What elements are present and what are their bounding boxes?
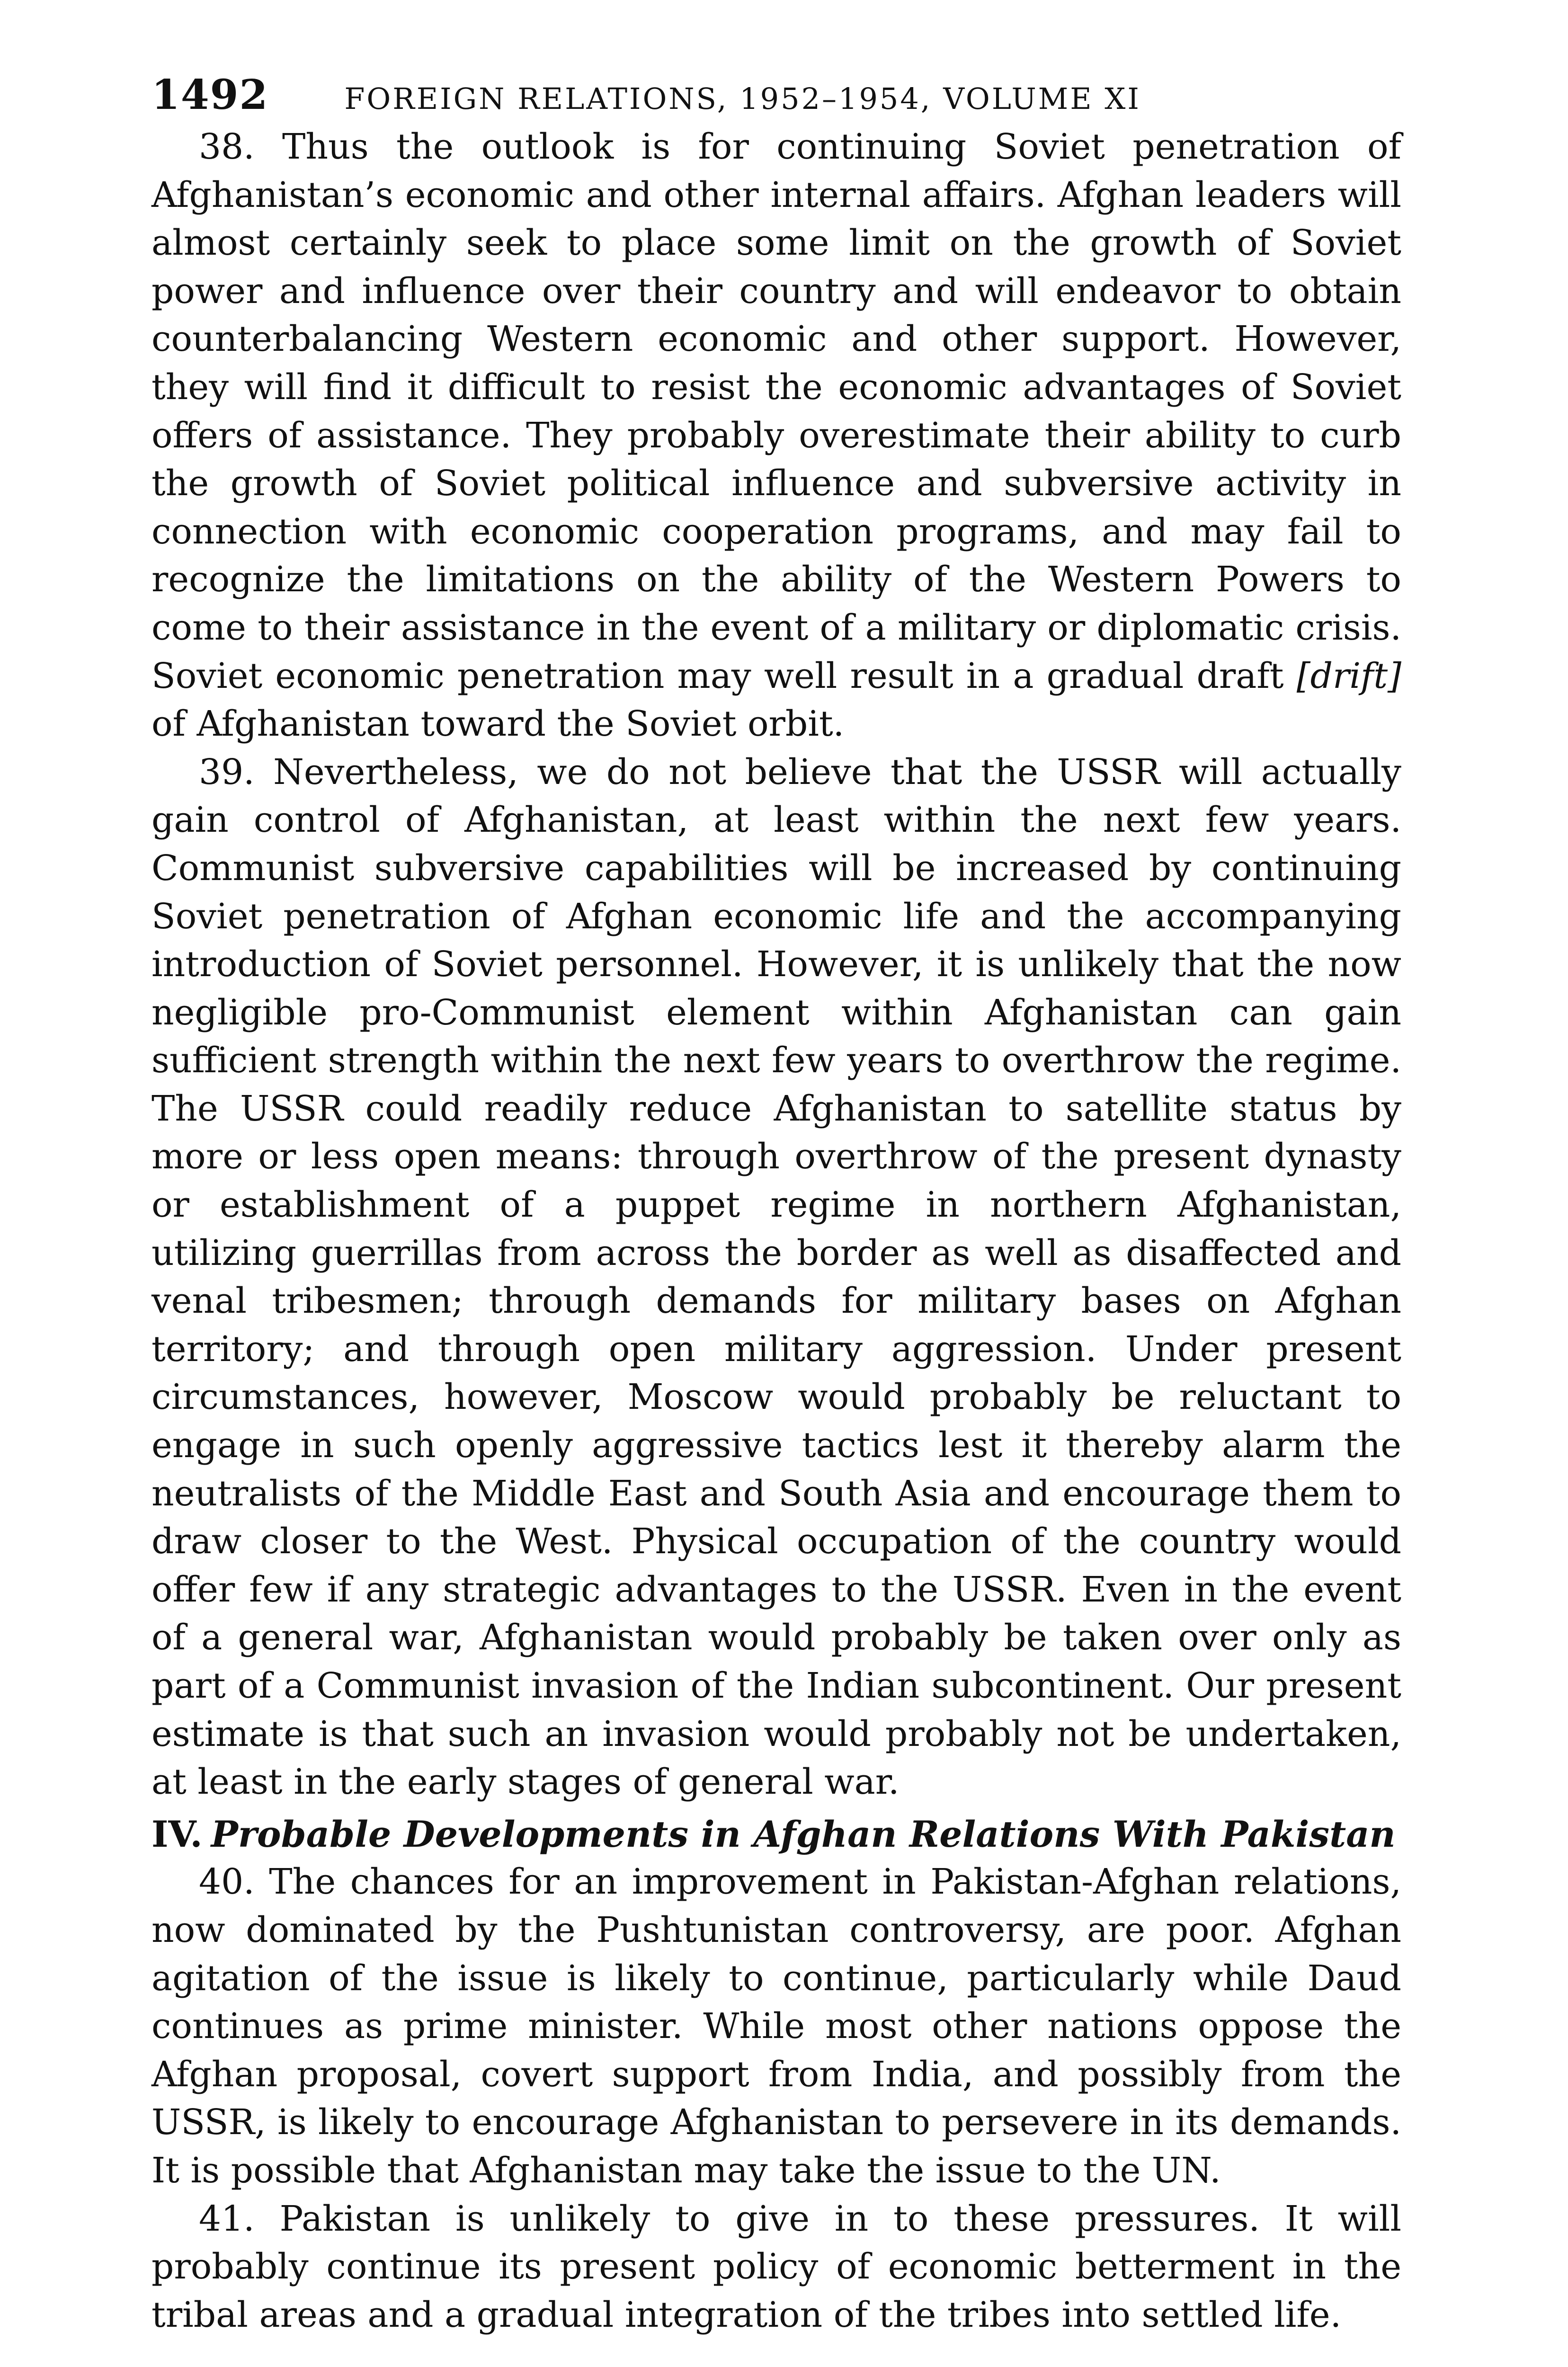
paragraph-41: 41. Pakistan is unlikely to give in to these pressures. It will probably continue its present policy of economic betterment in the tribal areas and a gradual integration of the tribes into settled life. [151, 2198, 1401, 2335]
paragraph-38-text-end: of Afghanistan toward the Soviet orbit. [151, 703, 845, 745]
running-title: FOREIGN RELATIONS, 1952–1954, VOLUME XI [344, 81, 1141, 116]
section-heading [151, 1810, 1401, 1859]
paragraph-40: 40. The chances for an improvement in Pakistan-Afghan relations, now dominated by the Pushtunistan controversy, are poor. Afghan agitation of the issue is likely to continue, particularly while Daud continues as prime minister. While most other nations oppose the Afghan proposal, covert support from India, and possibly from the USSR, is likely to encourage Afghanistan to persevere in its demands. It is possible that Afghanistan may take the issue to the UN. [151, 1861, 1401, 2191]
editorial-correction: [drift] [1296, 655, 1401, 696]
paragraph-38-text-start: 38. Thus the outlook is for continuing Soviet penetration of Afghanistan’s economic and other internal affairs. Afghan leaders will almost certainly seek to place some limit on the growth of Soviet power and influence over their country and will endeavor to obtain counterbalancing Western economic and other support. However, they will find it difficult to resist the economic advantages of Soviet offers of assistance. They probably overestimate their ability to curb the growth of Soviet political influence and subversive activity in connection with economic cooperation programs, and may fail to recognize the limitations on the ability of the Western Powers to come to their assistance in the event of a military or diplomatic crisis. Soviet economic penetration may well result in a gradual draft [151, 126, 1401, 696]
section-title: Probable Developments in Afghan Relations With Pakistan [211, 1813, 1396, 1855]
document-page [151, 71, 1401, 2339]
section-number: IV. [151, 1813, 203, 1855]
page-number: 1492 [151, 71, 269, 119]
paragraph-38 [151, 123, 1401, 748]
running-header [151, 71, 1401, 123]
paragraph-39: 39. Nevertheless, we do not believe that the USSR will actually gain control of Afghanistan, at least within the next few years. Communist subversive capabilities will be increased by continuing Soviet penetration of Afghan economic life and the accompanying introduction of Soviet personnel. However, it is unlikely that the now negligible pro-Communist element within Afghanistan can gain sufficient strength within the next few years to overthrow the regime. The USSR could readily reduce Afghanistan to satellite status by more or less open means: through overthrow of the present dynasty or establishment of a puppet regime in northern Afghanistan, utilizing guerrillas from across the border as well as disaffected and venal tribesmen; through demands for military bases on Afghan territory; and through open military aggression. Under present circumstances, however, Moscow would probably be reluctant to engage in such openly aggressive tactics lest it thereby alarm the neutralists of the Middle East and South Asia and encourage them to draw closer to the West. Physical occupation of the country would offer few if any strategic advantages to the USSR. Even in the event of a general war, Afghanistan would probably be taken over only as part of a Communist invasion of the Indian subcontinent. Our present estimate is that such an invasion would probably not be undertaken, at least in the early stages of general war. [151, 751, 1401, 1803]
